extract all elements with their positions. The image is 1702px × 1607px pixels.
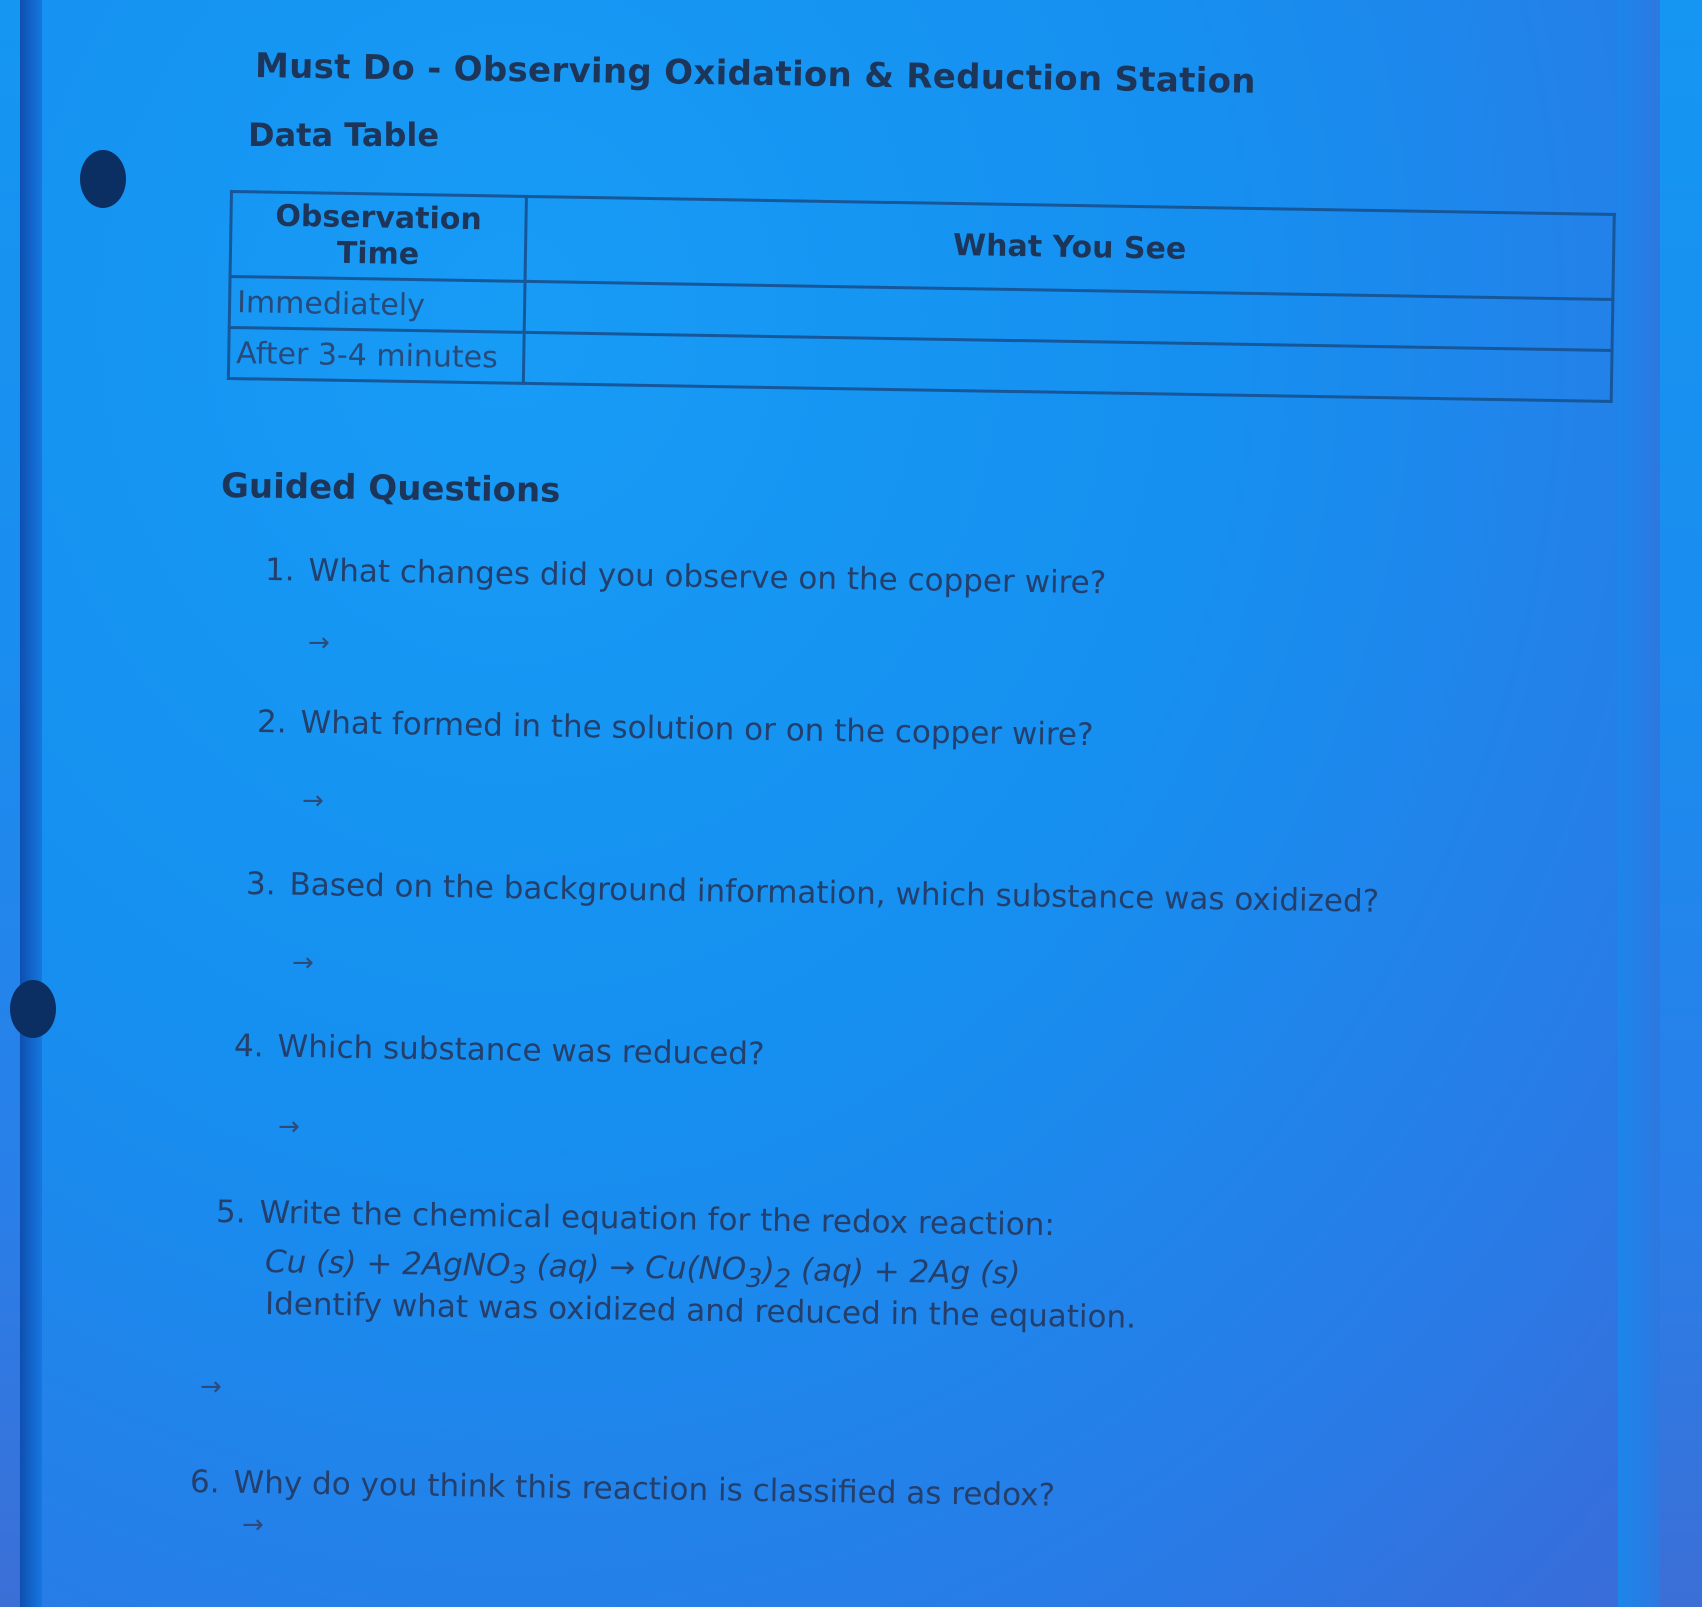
question-5-instruction: Identify what was oxidized and reduced in the equation. <box>264 1286 1137 1336</box>
question-4 <box>234 1028 765 1072</box>
answer-arrow[interactable]: → <box>292 948 314 978</box>
row-time-cell: After 3-4 minutes <box>228 328 524 384</box>
question-text: Based on the background information, which substance was oxidized? <box>289 866 1380 920</box>
equation-part: Cu (s) + 2AgNO <box>264 1244 511 1284</box>
question-1 <box>265 552 1107 601</box>
row-time-cell: Immediately <box>229 277 525 333</box>
question-6 <box>190 1464 1056 1514</box>
binder-hole <box>80 150 126 208</box>
guided-questions-heading: Guided Questions <box>220 466 561 511</box>
worksheet-page <box>20 0 1660 1607</box>
header-what-you-see: What You See <box>525 196 1614 299</box>
question-number: 6. <box>189 1464 220 1501</box>
question-number: 1. <box>264 552 295 589</box>
equation-subscript: 3 <box>510 1260 527 1291</box>
page-left-edge <box>20 0 42 1607</box>
page-right-edge <box>1618 0 1660 1607</box>
binder-hole <box>10 980 56 1038</box>
observation-table <box>227 190 1616 403</box>
question-5 <box>216 1194 1055 1243</box>
question-text: Why do you think this reaction is classified as redox? <box>233 1464 1056 1514</box>
answer-arrow[interactable]: → <box>278 1112 300 1142</box>
question-text: What formed in the solution or on the copper wire? <box>300 704 1094 754</box>
equation-part: ) <box>762 1251 776 1289</box>
equation-subscript: 3 <box>745 1263 763 1295</box>
page-title: Must Do - Observing Oxidation & Reduction Station <box>254 46 1257 102</box>
equation-part: (aq) + 2Ag (s) <box>790 1252 1021 1292</box>
question-text: Which substance was reduced? <box>277 1028 765 1073</box>
question-number: 2. <box>256 704 287 741</box>
question-3 <box>246 866 1380 920</box>
answer-arrow[interactable]: → <box>242 1510 264 1540</box>
answer-arrow[interactable]: → <box>308 628 330 658</box>
question-number: 4. <box>233 1028 264 1065</box>
equation-part: (aq) → Cu(NO <box>526 1248 747 1288</box>
data-table-heading: Data Table <box>248 116 440 154</box>
answer-arrow[interactable]: → <box>302 786 324 816</box>
header-observation-time: Observation Time <box>230 192 526 282</box>
equation-subscript: 2 <box>774 1264 792 1295</box>
question-text: What changes did you observe on the copper wire? <box>308 552 1107 602</box>
question-text: Write the chemical equation for the redox reaction: <box>259 1194 1056 1244</box>
question-2 <box>257 704 1094 753</box>
answer-arrow[interactable]: → <box>200 1372 222 1402</box>
question-number: 3. <box>245 866 276 903</box>
question-number: 5. <box>215 1194 246 1231</box>
